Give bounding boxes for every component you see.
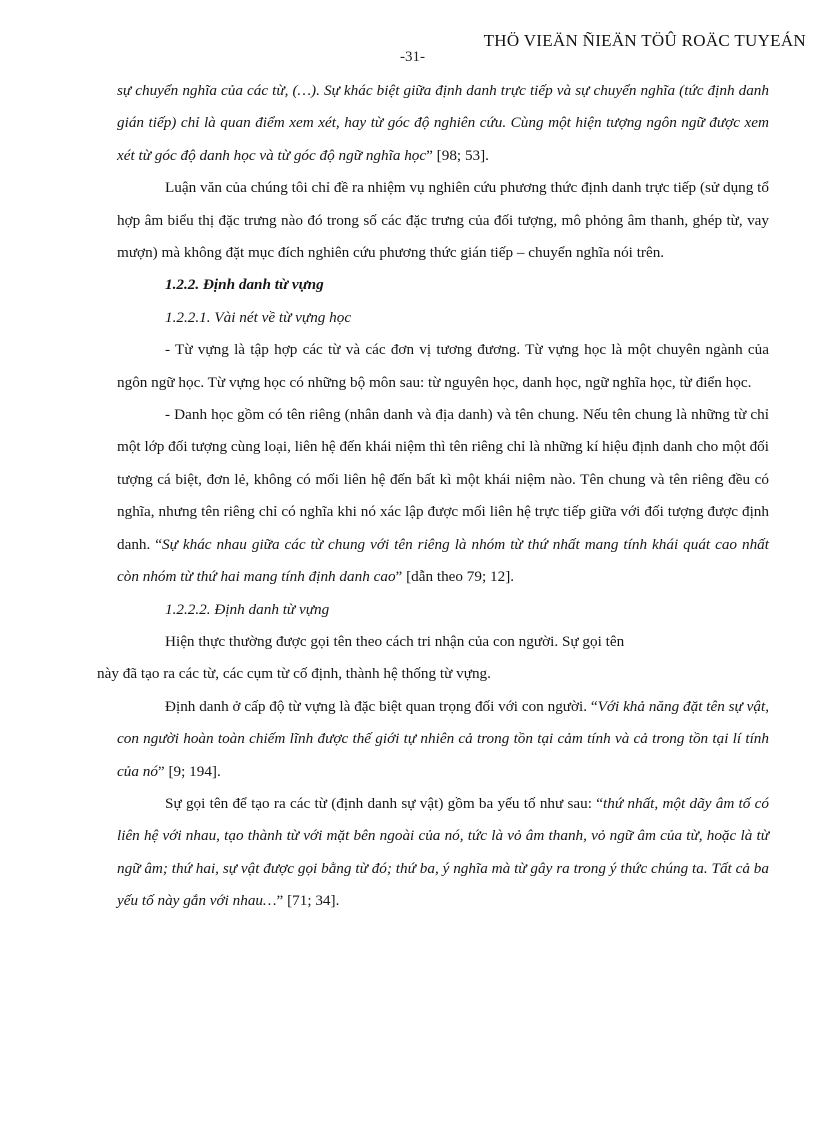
- quote-text: sự chuyển nghĩa của các từ, (…). Sự khác biệt giữa định danh trực tiếp và sự chuyển nghĩa (tức định danh gián tiếp) chỉ là quan điểm xem xét, hay từ góc độ nghiên cứu. Cùng một hiện tượng ngôn ngữ được xem xét từ góc độ danh học và từ góc độ ngữ nghĩa học: [117, 82, 769, 164]
- paragraph-onomastics: [117, 399, 769, 593]
- library-header: THÖ VIEÄN ÑIEÄN TÖÛ ROÄC TUYEÁN: [483, 31, 806, 50]
- paragraph-text: Định danh ở cấp độ từ vựng là đặc biệt quan trọng đối với con người. “: [165, 697, 598, 715]
- subsection-heading-1-2-2-1: 1.2.2.1. Vài nét về từ vựng học: [165, 308, 352, 326]
- citation: ” [9; 194].: [157, 762, 221, 780]
- paragraph-quote-continuation: [117, 75, 769, 172]
- paragraph-three-elements: [117, 788, 769, 918]
- paragraph-lexicology: - Từ vựng là tập hợp các từ và các đơn vị tương đương. Từ vựng học là một chuyên ngành của ngôn ngữ học. Từ vựng học có những bộ môn sau: từ nguyên học, danh học, ngữ nghĩa học, từ điển học.: [117, 341, 769, 391]
- section-heading-1-2-2: 1.2.2. Định danh từ vựng: [165, 276, 324, 294]
- page-number: -31-: [400, 49, 425, 65]
- paragraph-thesis-scope: Luận văn của chúng tôi chỉ đề ra nhiệm vụ nghiên cứu phương thức định danh trực tiếp (sử dụng tổ hợp âm biểu thị đặc trưng nào đó trong số các đặc trưng của đối tượng, mô phỏng âm thanh, ghép từ, vay mượn) mà không đặt mục đích nghiên cứu phương thức gián tiếp – chuyển nghĩa nói trên.: [117, 179, 769, 262]
- citation: ” [dẫn theo 79; 12].: [395, 568, 515, 586]
- quote-text: Với khả năng đặt tên sự vật, con người hoàn toàn chiếm lĩnh được thế giới tự nhiên cả trong tồn tại cảm tính và cả trong tồn tại lí tính của nó: [117, 697, 769, 780]
- paragraph-text: Sự gọi tên để tạo ra các từ (định danh sự vật) gồm ba yếu tố như sau: “: [165, 794, 604, 812]
- quote-text: Sự khác nhau giữa các từ chung với tên riêng là nhóm từ thứ nhất mang tính khái quát cao nhất còn nhóm từ thứ hai mang tính định danh cao: [117, 535, 769, 586]
- subsection-heading-1-2-2-2: 1.2.2.2. Định danh từ vựng: [165, 600, 330, 618]
- paragraph-naming-line2: này đã tạo ra các từ, các cụm từ cố định, thành hệ thống từ vựng.: [97, 665, 491, 683]
- paragraph-text: - Danh học gồm có tên riêng (nhân danh và địa danh) và tên chung. Nếu tên chung là những từ chỉ một lớp đối tượng cùng loại, liên hệ đến khái niệm thì tên riêng chỉ là những kí hiệu định danh cho một đối tượng cá biệt, đơn lẻ, không có mối liên hệ đến bất kì một khái niệm nào. Tên chung và tên riêng đều có nghĩa, nhưng tên riêng chỉ có nghĩa khi nó xác lập được mối liên hệ trực tiếp giữa với đối tượng được định danh. “: [117, 406, 769, 553]
- paragraph-naming-line1: Hiện thực thường được gọi tên theo cách tri nhận của con người. Sự gọi tên: [165, 632, 625, 650]
- citation: ” [71; 34].: [276, 892, 340, 910]
- document-body: [97, 75, 769, 918]
- citation: ” [98; 53].: [426, 146, 489, 164]
- paragraph-lexical-naming: [117, 691, 769, 788]
- quote-text: thứ nhất, một dãy âm tố có liên hệ với nhau, tạo thành từ với mặt bên ngoài của nó, tức là vỏ âm thanh, vỏ ngữ âm của từ, hoặc là từ ngữ âm; thứ hai, sự vật được gọi bằng từ đó; thứ ba, ý nghĩa mà từ gây ra trong ý thức chúng ta. Tất cả ba yếu tố này gắn với nhau…: [117, 794, 769, 910]
